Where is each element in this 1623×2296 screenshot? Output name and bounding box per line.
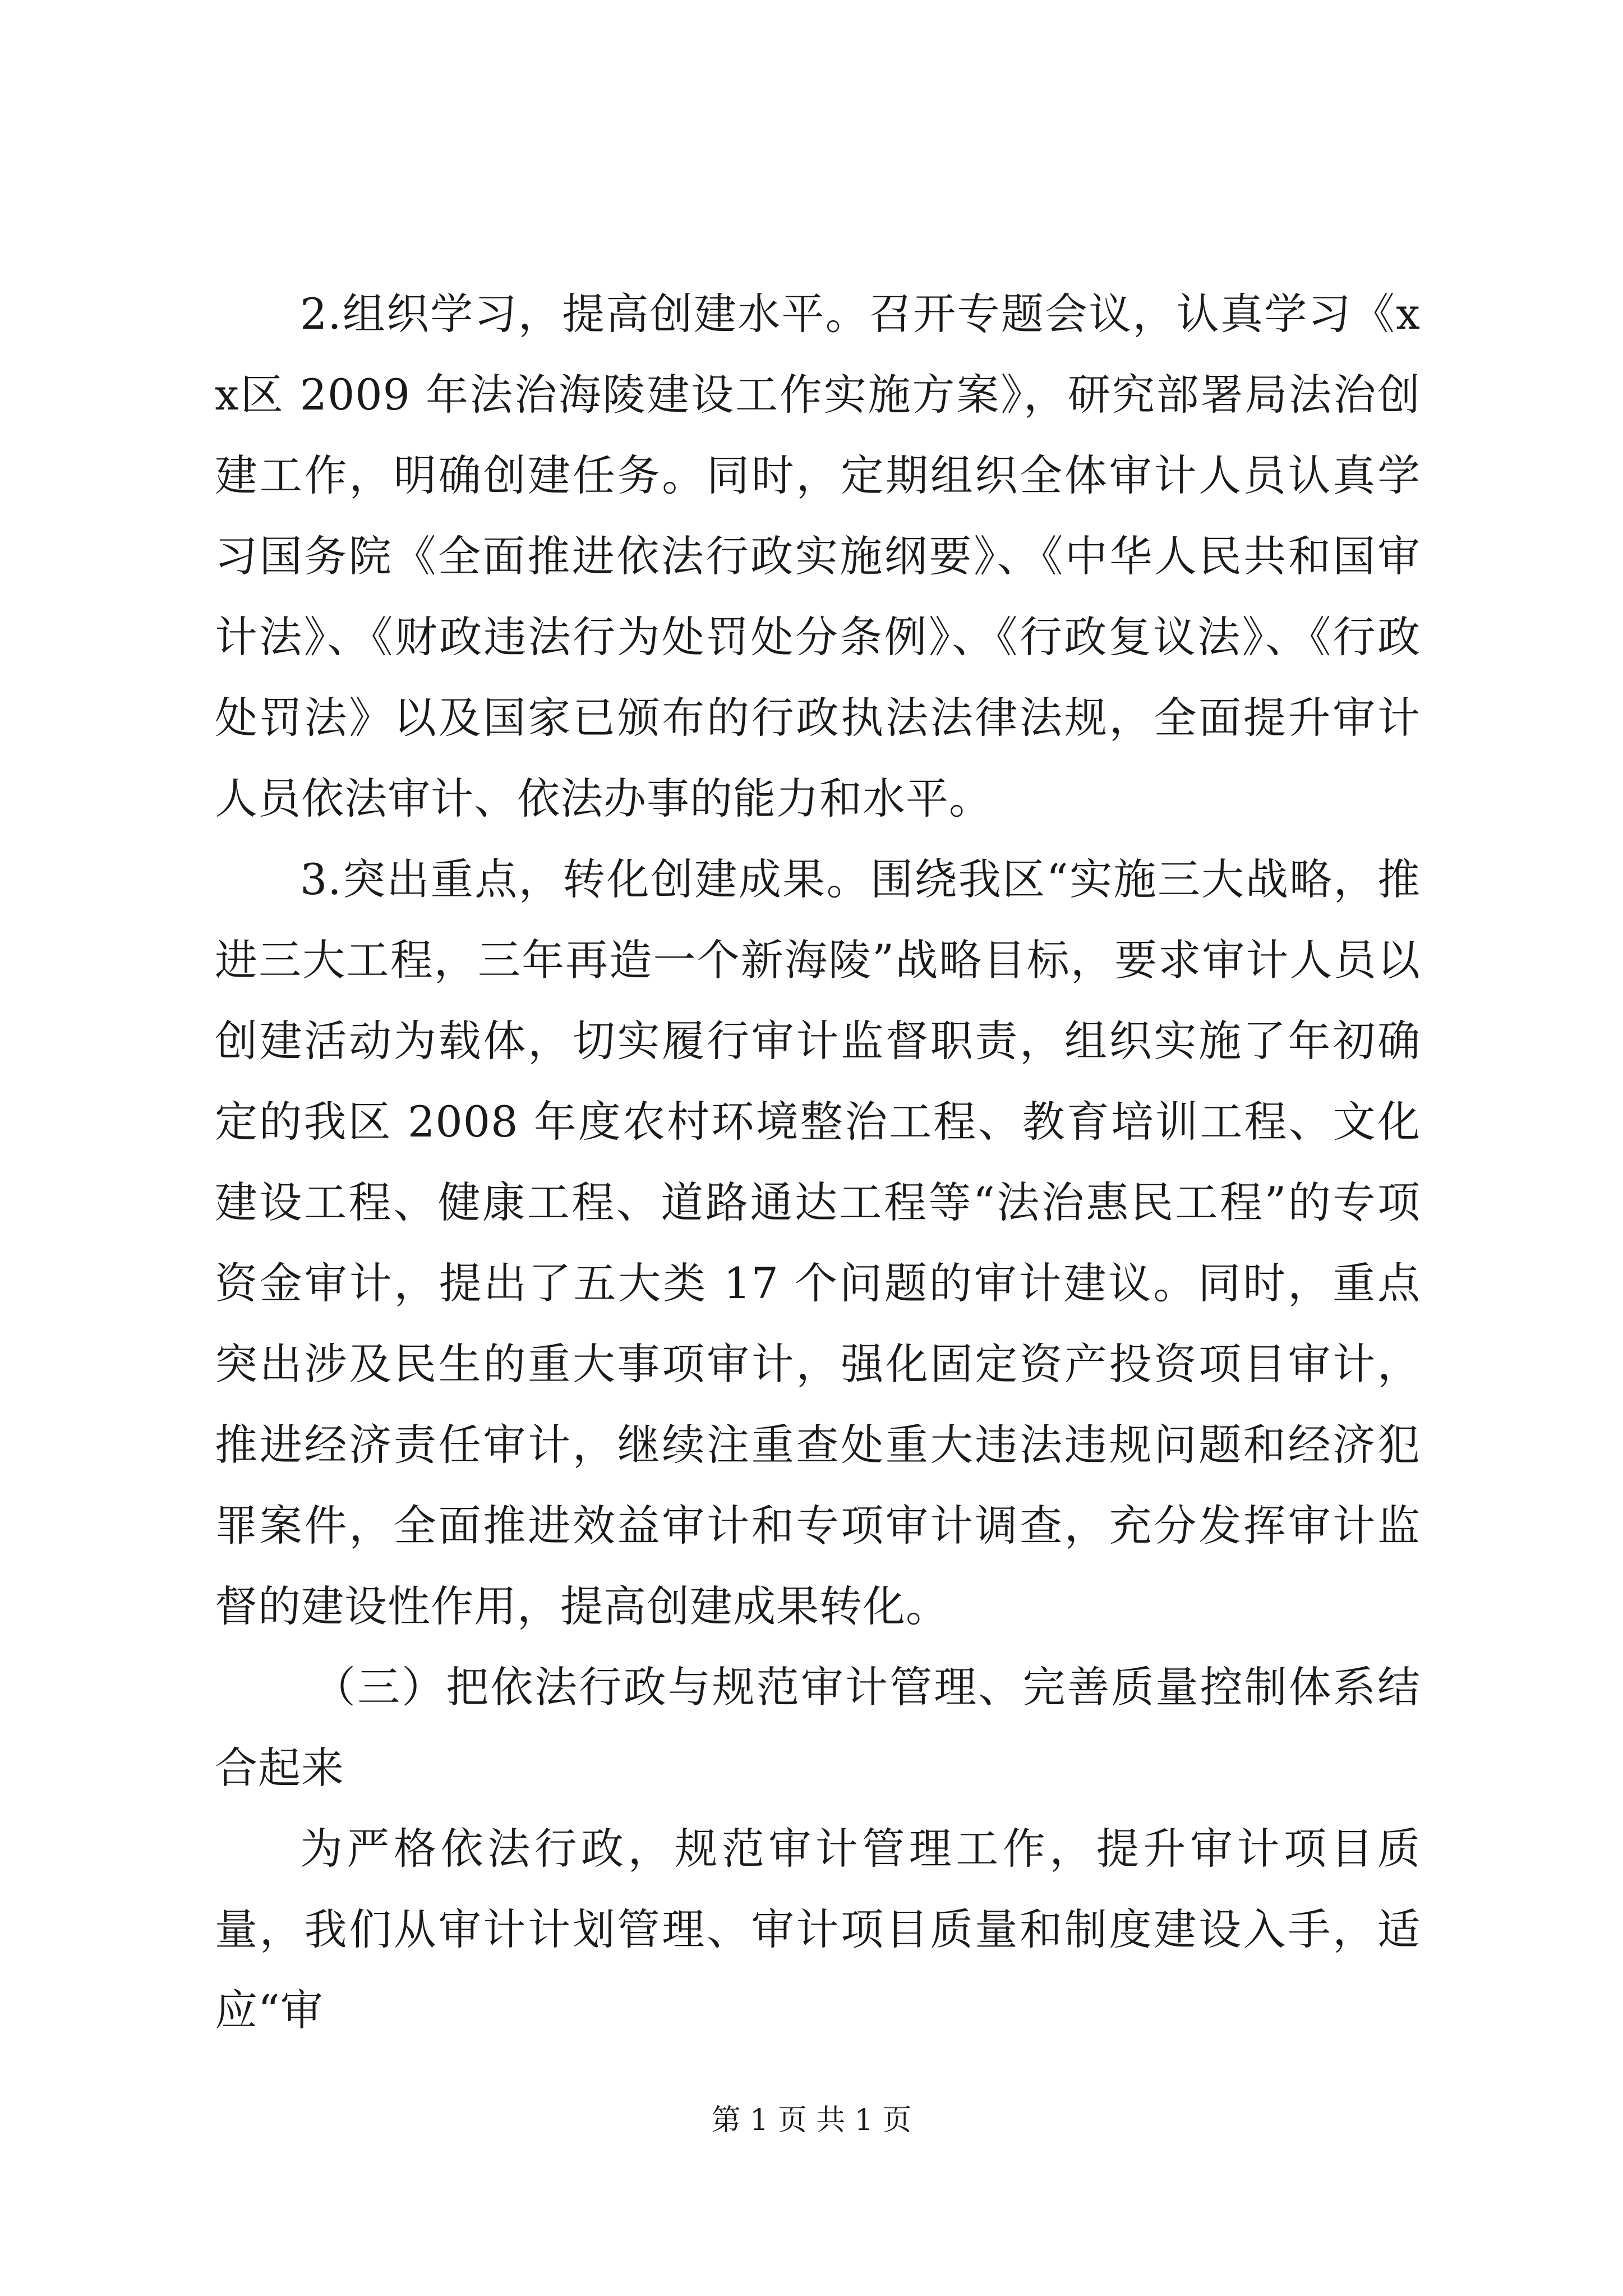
paragraph-study-organization: 2.组织学习，提高创建水平。召开专题会议，认真学习《xx区 2009 年法治海陵建设工作实施方案》，研究部署局法治创建工作，明确创建任务。同时，定期组织全体审计人员认真学习国务院《全面推进依法行政实施纲要》、《中华人民共和国审计法》、《财政违法行为处罚处分条例》、《行政复议法》、《行政处罚法》以及国家已颁布的行政执法法律法规，全面提升审计人员依法审计、依法办事的能力和水平。 — [215, 289, 1421, 823]
section-heading-three: （三）把依法行政与规范审计管理、完善质量控制体系结合起来 — [215, 1662, 1421, 1793]
paragraph-audit-management: 为严格依法行政，规范审计管理工作，提升审计项目质量，我们从审计计划管理、审计项目质量和制度建设入手，适应“审 — [215, 1824, 1421, 2035]
page-footer: 第 1 页 共 1 页 — [711, 2104, 912, 2137]
document-body — [215, 274, 1421, 2051]
paragraph-highlight-priorities: 3.突出重点，转化创建成果。围绕我区“实施三大战略，推进三大工程，三年再造一个新海陵”战略目标，要求审计人员以创建活动为载体，切实履行审计监督职责，组织实施了年初确定的我区 2008 年度农村环境整治工程、教育培训工程、文化建设工程、健康工程、道路通达工程等“法治惠民工程”的专项资金审计，提出了五大类 17 个问题的审计建议。同时，重点突出涉及民生的重大事项审计，强化固定资产投资项目审计，推进经济责任审计，继续注重查处重大违法违规问题和经济犯罪案件，全面推进效益审计和专项审计调查，充分发挥审计监督的建设性作用，提高创建成果转化。 — [215, 854, 1421, 1631]
